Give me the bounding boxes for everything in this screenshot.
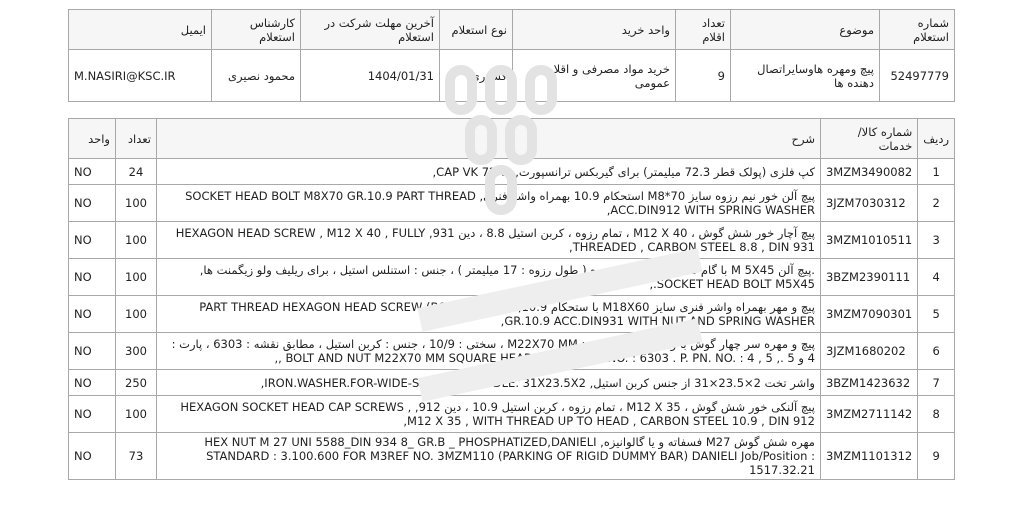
summary-row [69, 50, 955, 102]
header-desc: شرح [157, 119, 821, 159]
header-subject: موضوع [731, 10, 880, 50]
row-number-cell: 4 [918, 259, 955, 296]
desc-cell: پیچ آلن خور نیم رزوه سایز M8*70 استحکام 10.9 بهمراه واشر فنری, SOCKET HEAD BOLT M8X70 GR.10.9 PART THREAD ACC.DIN912 WITH SPRING WASHER, [157, 185, 821, 222]
header-deadline: آخرین مهلت شرکت در استعلام [301, 10, 440, 50]
desc-cell: پیچ و مهر بهمراه واشر فنری سایز M18X60 با ستحکام 10.9, PART THREAD HEXAGON HEAD SCREW (BOLT) M18X60 GR.10.9 ACC.DIN931 WITH NUT AND SPRING WASHER, [157, 296, 821, 333]
items-table [68, 118, 955, 480]
unit-cell: NO [69, 433, 116, 480]
deadline-value: 1404/01/31 [301, 50, 440, 102]
expert-value: محمود نصیری [212, 50, 301, 102]
row-number-cell: 2 [918, 185, 955, 222]
row-number-cell: 3 [918, 222, 955, 259]
desc-cell: پیچ و مهره سر چهار گوش با واشر فنری، اندازه : M22X70 MM ، سختی : 10/9 ، جنس : کربن استیل ، مطابق نقشه : 6303 ، پارت : 4 و 5 ., BOLT AND NUT M22X70 MM SQUARE HEAD .ACC. DWG. NO. : 6303 . P. PN. NO. : 4 , 5 ,, [157, 333, 821, 370]
unit-cell: NO [69, 296, 116, 333]
header-items-count: تعداد اقلام [676, 10, 731, 50]
inquiry-summary-table [68, 9, 955, 102]
desc-cell: .پیچ آلن M 5X45 با گام 0.8 میلیمتر ، نیم رزوه ( طول رزوه : 17 میلیمتر ) ، جنس : استنلس استیل ، برای ریلیف ولو زیگمنت ها, SOCKET HEAD BOLT M5X45., [157, 259, 821, 296]
unit-cell: NO [69, 333, 116, 370]
table-row [69, 259, 955, 296]
code-cell: 3MZM1101312 [820, 433, 917, 480]
table-row [69, 159, 955, 185]
qty-cell: 24 [116, 159, 157, 185]
header-row-number: ردیف [918, 119, 955, 159]
header-inquiry-type: نوع استعلام [440, 10, 513, 50]
inquiry-number-value: 52497779 [880, 50, 955, 102]
desc-cell: پیچ آلنکی خور شش گوش ، M12 X 35 ، تمام رزوه ، کربن استیل 10.9 ، دین 912, HEXAGON SOCKET HEAD CAP SCREWS , M12 X 35 , WITH THREAD UP TO HEAD , CARBON STEEL 10.9 , DIN 912, [157, 396, 821, 433]
table-row [69, 333, 955, 370]
row-number-cell: 8 [918, 396, 955, 433]
unit-cell: NO [69, 185, 116, 222]
table-row [69, 433, 955, 480]
table-row [69, 296, 955, 333]
table-row [69, 222, 955, 259]
code-cell: 3MZM2711142 [820, 396, 917, 433]
row-number-cell: 7 [918, 370, 955, 396]
qty-cell: 100 [116, 396, 157, 433]
unit-cell: NO [69, 222, 116, 259]
header-inquiry-number: شماره استعلام [880, 10, 955, 50]
qty-cell: 300 [116, 333, 157, 370]
table-row [69, 370, 955, 396]
table-row [69, 185, 955, 222]
unit-cell: NO [69, 159, 116, 185]
code-cell: 3BZM2390111 [820, 259, 917, 296]
unit-cell: NO [69, 396, 116, 433]
unit-cell: NO [69, 370, 116, 396]
code-cell: 3JZM1680202 [820, 333, 917, 370]
header-code: شماره کالا/خدمات [820, 119, 917, 159]
qty-cell: 100 [116, 296, 157, 333]
code-cell: 3MZM1010511 [820, 222, 917, 259]
header-unit: واحد [69, 119, 116, 159]
row-number-cell: 1 [918, 159, 955, 185]
code-cell: 3BZM1423632 [820, 370, 917, 396]
qty-cell: 100 [116, 222, 157, 259]
buyer-unit-value: خرید مواد مصرفی و اقلام عمومی [513, 50, 676, 102]
code-cell: 3JZM7030312 [820, 185, 917, 222]
qty-cell: 100 [116, 185, 157, 222]
items-header-row [69, 119, 955, 159]
summary-header-row [69, 10, 955, 50]
inquiry-type-value: کشوری [440, 50, 513, 102]
unit-cell: NO [69, 259, 116, 296]
code-cell: 3MZM3490082 [820, 159, 917, 185]
subject-value: پیچ ومهره هاوسایراتصال دهنده ها [731, 50, 880, 102]
desc-cell: واشر تخت 2×23.5×31 از جنس کربن استیل, IRON.WASHER.FOR-WIDE-SIDE-NEW MODLE. 31X23.5X2, [157, 370, 821, 396]
desc-cell: مهره شش گوش M27 فسفاته و یا گالوانیزه, HEX NUT M 27 UNI 5588_DIN 934 8_ GR.B _ PHOSPHATIZED,DANIELI STANDARD : 3.100.600 FOR M3REF NO. 3MZM110 (PARKING OF RIGID DUMMY BAR) DANIELI Job/Position : 1517.32.21 [157, 433, 821, 480]
header-buyer-unit: واحد خرید [513, 10, 676, 50]
header-email: ایمیل [69, 10, 212, 50]
items-count-value: 9 [676, 50, 731, 102]
desc-cell: پیچ آچار خور شش گوش ، M12 X 40 ، تمام رزوه ، کربن استیل 8.8 ، دین 931, HEXAGON HEAD SCREW , M12 X 40 , FULLY THREADED , CARBON STEEL 8.8 , DIN 931, [157, 222, 821, 259]
row-number-cell: 6 [918, 333, 955, 370]
email-value: M.NASIRI@KSC.IR [69, 50, 212, 102]
code-cell: 3MZM7090301 [820, 296, 917, 333]
header-expert: کارشناس استعلام [212, 10, 301, 50]
desc-cell: کپ فلزی (پولک قطر 72.3 میلیمتر) برای گیربکس ترانسپورت, CAP VK 72X9, [157, 159, 821, 185]
qty-cell: 100 [116, 259, 157, 296]
row-number-cell: 5 [918, 296, 955, 333]
qty-cell: 73 [116, 433, 157, 480]
header-qty: تعداد [116, 119, 157, 159]
row-number-cell: 9 [918, 433, 955, 480]
qty-cell: 250 [116, 370, 157, 396]
table-row [69, 396, 955, 433]
